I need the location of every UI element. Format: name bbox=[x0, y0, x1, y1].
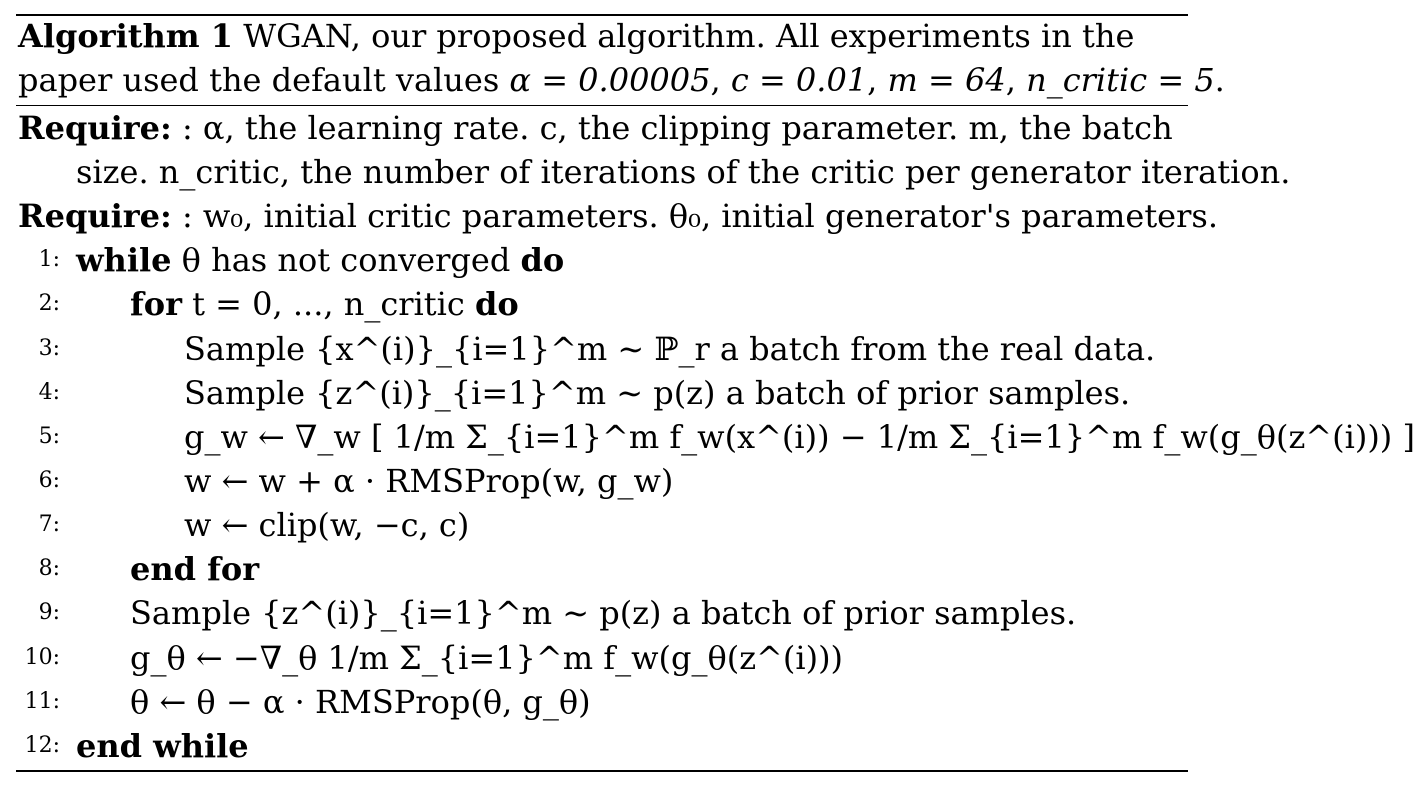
default-m: m = 64 bbox=[887, 61, 1006, 99]
step-number: 4: bbox=[38, 380, 60, 405]
default-alpha: α = 0.00005 bbox=[509, 61, 711, 99]
step-text: for t = 0, ..., n_critic do bbox=[130, 285, 519, 323]
algorithm-label: Algorithm 1 bbox=[18, 17, 234, 55]
require-keyword-2: Require: bbox=[18, 197, 172, 235]
require-line-2 bbox=[18, 194, 1218, 238]
step-text: while θ has not converged do bbox=[76, 241, 565, 279]
algorithm-caption-line2: paper used the default values α = 0.00005, c = 0.01, m = 64, n_critic = 5. bbox=[18, 61, 1225, 99]
require-keyword: Require: bbox=[18, 109, 172, 147]
step-text: end while bbox=[76, 727, 249, 765]
require-text-2: : w₀, initial critic parameters. θ₀, initial generator's parameters. bbox=[181, 197, 1218, 235]
step-number: 8: bbox=[38, 556, 60, 581]
default-c: c = 0.01 bbox=[730, 61, 868, 99]
step-number: 9: bbox=[38, 600, 60, 625]
default-ncritic: n_critic = 5 bbox=[1026, 61, 1215, 99]
step-number: 12: bbox=[24, 733, 60, 758]
step-text: w ← w + α · RMSProp(w, g_w) bbox=[184, 462, 674, 500]
require-text-1a: : α, the learning rate. c, the clipping parameter. m, the batch bbox=[181, 109, 1173, 147]
step-number: 2: bbox=[38, 291, 60, 316]
step-number: 3: bbox=[38, 336, 60, 361]
step-text: end for bbox=[130, 550, 260, 588]
step-number: 11: bbox=[24, 689, 60, 714]
caption-defaults-prefix: paper used the default values bbox=[18, 61, 500, 99]
step-number: 5: bbox=[38, 424, 60, 449]
require-text-1b: size. n_critic, the number of iterations of the critic per generator iteration. bbox=[76, 153, 1291, 191]
bottom-rule bbox=[16, 770, 1188, 772]
step-number: 6: bbox=[38, 468, 60, 493]
step-text: θ ← θ − α · RMSProp(θ, g_θ) bbox=[130, 683, 591, 721]
require-line-1 bbox=[18, 106, 1173, 150]
step-number: 10: bbox=[24, 645, 60, 670]
step-text: Sample {x^(i)}_{i=1}^m ∼ ℙ_r a batch from the real data. bbox=[184, 330, 1156, 368]
step-text: g_w ← ∇_w [ 1/m Σ_{i=1}^m f_w(x^(i)) − 1/m Σ_{i=1}^m f_w(g_θ(z^(i))) ] bbox=[184, 418, 1415, 456]
step-text: Sample {z^(i)}_{i=1}^m ∼ p(z) a batch of prior samples. bbox=[130, 594, 1077, 632]
step-number: 1: bbox=[38, 247, 60, 272]
step-number: 7: bbox=[38, 512, 60, 537]
algorithm-title: WGAN, our proposed algorithm. All experiments in the bbox=[243, 17, 1135, 55]
step-text: w ← clip(w, −c, c) bbox=[184, 506, 470, 544]
algorithm-caption-line1 bbox=[18, 14, 1134, 58]
require-line-1-cont bbox=[76, 150, 1290, 194]
step-text: Sample {z^(i)}_{i=1}^m ∼ p(z) a batch of prior samples. bbox=[184, 374, 1131, 412]
step-text: g_θ ← −∇_θ 1/m Σ_{i=1}^m f_w(g_θ(z^(i))) bbox=[130, 639, 844, 677]
